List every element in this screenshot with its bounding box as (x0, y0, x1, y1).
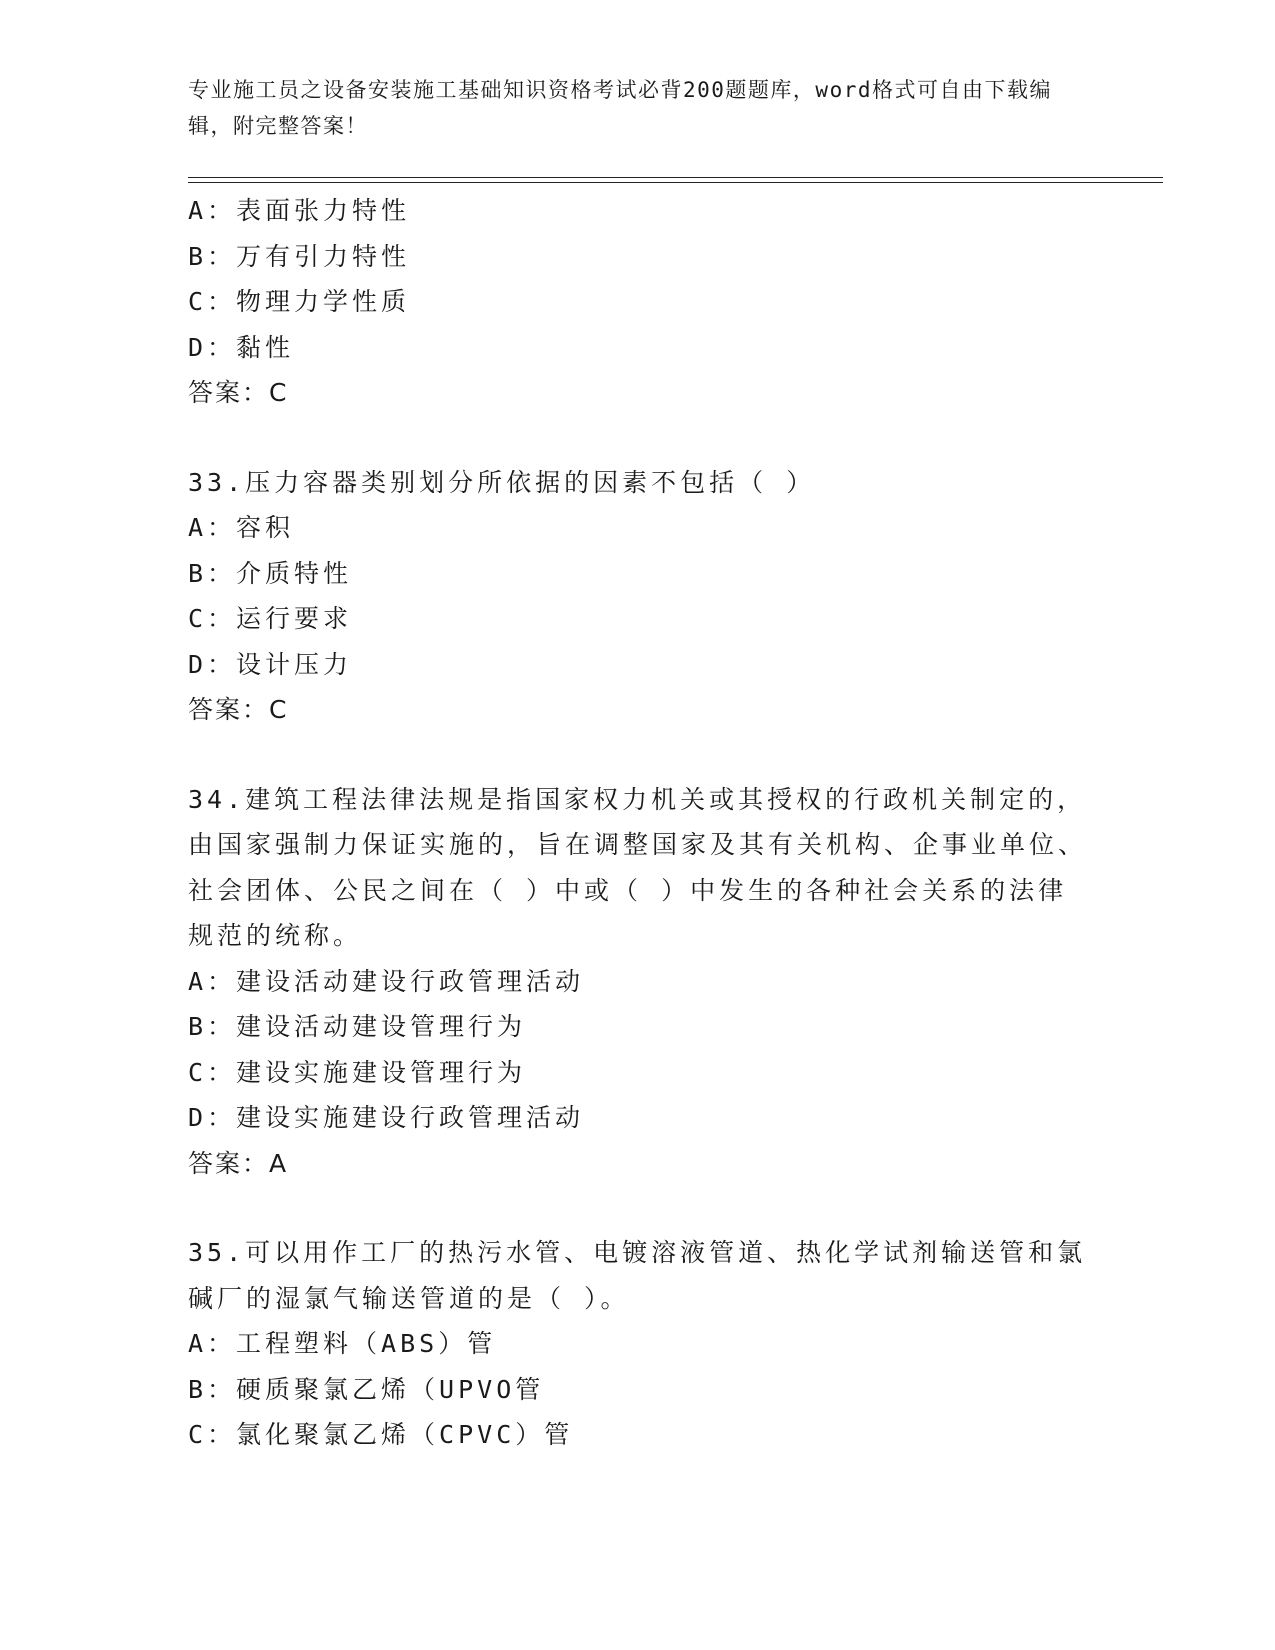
document-header: 专业施工员之设备安装施工基础知识资格考试必背200题题库，word格式可自由下载编辑，附完整答案！ (188, 78, 1052, 138)
option-a: A：工程塑料（ABS）管 (188, 1329, 497, 1358)
answer: 答案：C (188, 378, 289, 407)
option-c: C：物理力学性质 (188, 287, 411, 316)
question-stem: 34.建筑工程法律法规是指国家权力机关或其授权的行政机关制定的，由国家强制力保证实施的，旨在调整国家及其有关机构、企事业单位、社会团体、公民之间在（ ）中或（ ）中发生的各种社会关系的法律规范的统称。 (188, 784, 1088, 950)
option-a: A：表面张力特性 (188, 196, 411, 225)
option-d: D：建设实施建设行政管理活动 (188, 1103, 585, 1132)
option-c: C：运行要求 (188, 604, 353, 633)
question-stem: 33.压力容器类别划分所依据的因素不包括（ ） (188, 467, 816, 497)
option-a: A：容积 (188, 513, 295, 542)
option-b: B：硬质聚氯乙烯（UPVO管 (188, 1374, 545, 1404)
answer: 答案：A (188, 1148, 289, 1178)
answer: 答案：C (188, 695, 289, 724)
question-stem: 35.可以用作工厂的热污水管、电镀溶液管道、热化学试剂输送管和氯碱厂的湿氯气输送管道的是（ ）。 (188, 1238, 1087, 1313)
option-c: C：建设实施建设管理行为 (188, 1057, 527, 1087)
question-34 (188, 777, 1088, 1187)
question-32-continued (188, 188, 1088, 416)
option-d: D：黏性 (188, 332, 295, 362)
question-list (188, 188, 1088, 1458)
question-35 (188, 1230, 1088, 1458)
option-c: C：氯化聚氯乙烯（CPVC）管 (188, 1420, 574, 1449)
option-d: D：设计压力 (188, 649, 353, 679)
option-b: B：建设活动建设管理行为 (188, 1012, 527, 1041)
option-b: B：万有引力特性 (188, 241, 411, 271)
question-33 (188, 460, 1088, 733)
option-b: B：介质特性 (188, 558, 353, 588)
header-divider-bottom (188, 182, 1163, 183)
option-a: A：建设活动建设行政管理活动 (188, 966, 585, 996)
header-divider-top (188, 177, 1163, 178)
